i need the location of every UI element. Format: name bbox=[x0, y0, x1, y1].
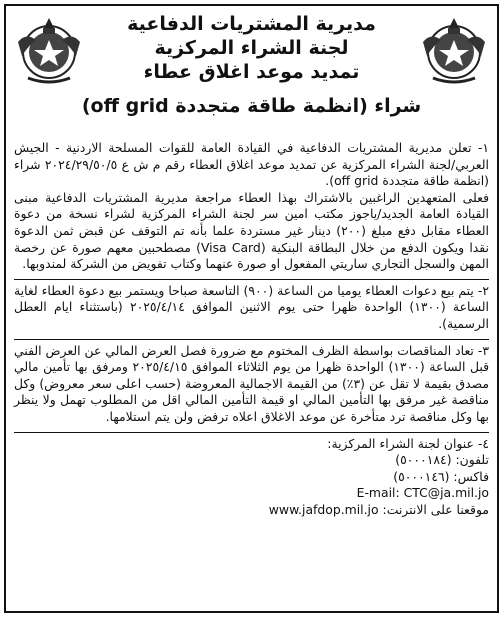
website-link[interactable]: موقعنا على الانترنت: www.jafdop.mil.jo bbox=[268, 501, 489, 517]
announcement-body bbox=[14, 140, 489, 518]
fax-number: فاكس: (٥٠٠٠١٤٦) bbox=[393, 468, 489, 484]
divider bbox=[14, 432, 489, 433]
announcement-header bbox=[90, 12, 413, 84]
committee-title: لجنة الشراء المركزية bbox=[154, 37, 349, 59]
email-address[interactable]: E-mail: CTC@ja.mil.jo bbox=[356, 485, 489, 501]
clause-3: ٣- تعاد المناقصات بواسطة الظرف المختوم مع ضرورة فصل العرض المالي عن العرض الفني قبل الساعة (١٣٠٠) الواحدة ظهرا من يوم الثلاثاء الموافق ٢٠٢٥/٤/١٥ ومرفق بها تأمين مالي مصدق بقيمة لا تقل عن (٣٪) من القيمة الاجمالية المعروضة (حسب اعلى سعر معروض) وكل مناقصة غير مرفق بها التأمين المالي او قيمة التأمين المالي اقل من المطلوب تهمل ولا ينظر بها وكل مناقصة ترد متأخرة عن موعد الاغلاق اعلاه ترفض ولن يتم استلامها. bbox=[14, 342, 490, 424]
clause-1-instructions: فعلى المتعهدين الراغبين بالاشتراك بهذا العطاء مراجعة مديرية المشتريات الدفاعية مبنى القيادة العامة الجديد/ياجوز مكتب امين سر لجنة الشراء المركزية لشراء نسخة من دعوة العطاء مقابل دفع مبلغ (٢٠٠) دينار غير مستردة علما بأنه تم التوقف عن قبض ثمن الدعوة نقدا ويكون الدفع من خلال البطاقة البنكية (Visa Card) مصطحبين معهم صورة عن رخصة المهن والسجل التجاري ساريتي المفعول او صورة عنهما وكتاب تفويض من الشركة لمندوبها. bbox=[14, 189, 489, 272]
clause-2: ٢- يتم بيع دعوات العطاء يوميا من الساعة (٩٠٠) التاسعة صباحا ويستمر بيع دعوة العطاء لغاية الساعة (١٣٠٠) الواحدة ظهرا حتى يوم الاثنين الموافق ٢٠٢٥/٤/١٤ (باستثناء ايام العطل الرسمية). bbox=[14, 282, 490, 331]
directorate-title: مديرية المشتريات الدفاعية bbox=[127, 13, 376, 35]
clause-1: ١- تعلن مديرية المشتريات الدفاعية في القيادة العامة للقوات المسلحة الاردنية - الجيش العربي/لجنة الشراء المركزية عن تمديد موعد اغلاق العطاء رقم م ش ع ٢٠٢٤/٢٩/٥٠/٥ شراء (انظمة طاقة متجددة off grid). bbox=[14, 140, 489, 189]
jordan-armed-forces-emblem-icon bbox=[12, 12, 86, 86]
clause-4: ٤- عنوان لجنة الشراء المركزية: bbox=[327, 435, 489, 451]
tender-subject bbox=[14, 95, 489, 132]
advertisement-frame bbox=[4, 4, 499, 613]
jordan-armed-forces-emblem-icon bbox=[417, 12, 491, 86]
announcement-title: تمديد موعد اغلاق عطاء bbox=[143, 61, 360, 83]
divider bbox=[14, 339, 489, 340]
divider bbox=[14, 279, 489, 280]
phone-number: تلفون: (٥٠٠٠١٨٤) bbox=[395, 452, 489, 468]
tender-subject-title: شراء (انظمة طاقة متجددة off grid) bbox=[81, 95, 422, 117]
